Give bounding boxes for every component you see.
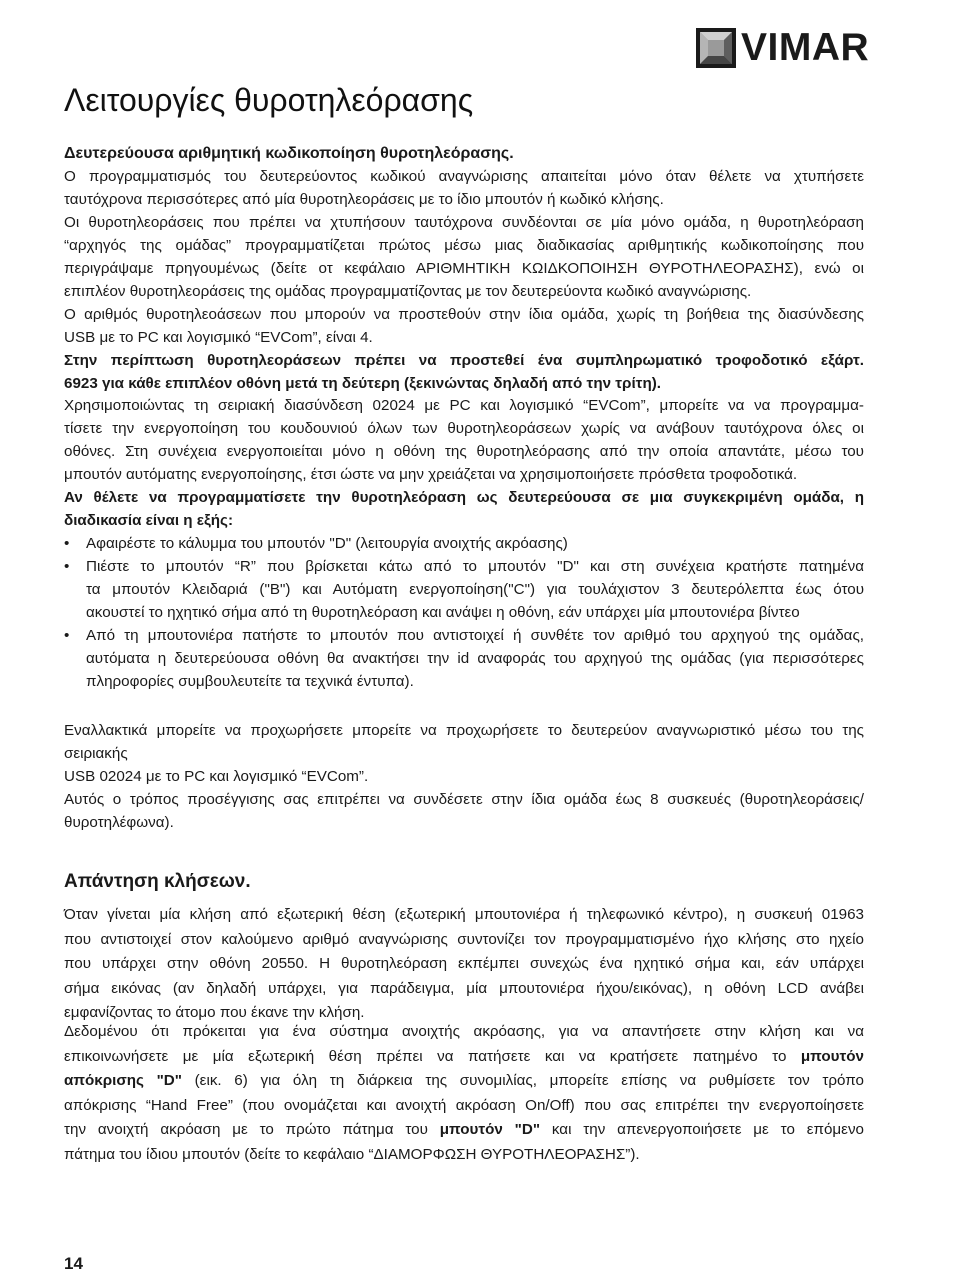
paragraph [64, 395, 864, 487]
list-item [64, 556, 864, 579]
page-title: Λειτουργίες θυροτηλεόρασης [64, 82, 474, 118]
paragraph [64, 304, 864, 350]
text-line: διαδικασία είναι η εξής: [64, 512, 234, 530]
text-line: που υπάρχει στην οθόνη 20550. Η θυροτηλεόραση εκπέμπει συνεχώς ένα ηχητικό σήμα και, εάν υπάρχει [64, 955, 864, 972]
text-line: οθόνες. Στη συνέχεια ενεργοποιείται μόνο η οθόνη της θυροτηλεόρασης από την οποία απαντάτε, μέσω του [64, 443, 864, 461]
text-line: Οι θυροτηλεοράσεις που πρέπει να χτυπήσουν ταυτόχρονα συνδέονται σε μία μόνο ομάδα, η θυροτηλεόραση [64, 213, 864, 231]
text-line: Όταν γίνεται μία κλήση από εξωτερική θέση (εξωτερική μπουτονιέρα ή τηλεφωνικό κέντρο), η συσκευή 01963 [64, 906, 864, 923]
bold-notice [64, 350, 864, 396]
text-line: αυτόματα η δευτερεύουσα οθόνη θα ανακτήσει την id αναφοράς του αρχηγού της ομάδας (για περισσότερες [86, 649, 864, 667]
text-line: Ο αριθμός θυροτηλεοάσεων που μπορούν να προστεθούν στην ίδια ομάδα, χωρίς τη βοήθεια της διασύνδεσης [64, 305, 864, 323]
section-call-answer-2 [64, 1020, 864, 1167]
text-line [64, 1069, 864, 1094]
section-call-answer [64, 903, 864, 1026]
list-item [64, 533, 864, 556]
text-line: εμφανίζοντας το άτομο που έκανε την κλήση. [64, 1004, 365, 1021]
text-line: USB 02024 με το PC και λογισμικό “EVCom”. [64, 768, 369, 785]
text-line: περιγράψαμε πρηγουμένως (δείτε οτ κεφάλαιο ΑΡΙΘΜΗΤΙΚΗ ΚΩΙΔΚΟΠΟΙΗΣΗ ΘΥΡΟΤΗΛΕΟΡΑΣΗΣ), ενώ οι [64, 259, 864, 277]
text-line: “αρχηγός της ομάδας” προγραμματίζεται πρώτος μέσω μιας διαδικασίας αριθμητικής κωδικοποίησης που [64, 236, 864, 254]
section-heading: Απάντηση κλήσεων. [64, 871, 251, 892]
text-line: ταυτόχρονα περισσότερες από μία θυροτηλεοράσεις με το ίδιο μπουτόν ή κωδικό κλήσης. [64, 190, 664, 208]
bold-run: μπουτόν [800, 1047, 864, 1065]
text-line: σήμα εικόνας (αν δηλαδή υπάρχει, για παράδειγμα, μία μπουτονιέρα ήχου/εικόνας), η οθόνη LCD ανάβει [64, 979, 864, 997]
bullet-icon: • [64, 535, 70, 553]
text-line: Εναλλακτικά μπορείτε να προχωρήσετε μπορείτε να προχωρήσετε το δευτερεύον αναγνωριστικό μέσω του της σειριακής [64, 722, 864, 762]
paragraph [64, 212, 864, 304]
text-line: Ο προγραμματισμός του δευτερεύοντος κωδικού αναγνώρισης απαιτείται μόνο όταν θέλετε να χτυπήσετε [64, 167, 864, 185]
paragraph [64, 166, 864, 212]
text-line: θυροτηλέφωνα). [64, 814, 174, 831]
bullet-list [64, 533, 864, 694]
text-line: που αντιστοιχεί στον καλούμενο αριθμό αναγνώρισης συντονίζει τον προγραμματισμένο ήχο κλήσης στο ηχείο [64, 930, 864, 948]
text-line: επιπλέον θυροτηλεοράσεις της ομάδας προγραμματίζοντας με τον δευτερεύοντα κωδικό αναγνώρισης. [64, 282, 752, 300]
text-line: USB με το PC και λογισμικό “EVCom”, είναι 4. [64, 328, 373, 346]
page-number: 14 [64, 1254, 83, 1273]
bold-run: μπουτόν "D" [439, 1121, 541, 1138]
text-line: ακουστεί το ηχητικό σήμα από τη θυροτηλεόραση και ανάψει η οθόνη, εάν υπάρχει μία μπουτονιέρα βίντεο [86, 604, 800, 622]
text-line: απόκρισης “Hand Free” (που ονομάζεται και ανοιχτή ακρόαση On/Off) που σας επιτρέπει την ενεργοποίησετε [64, 1096, 864, 1114]
vimar-logo [696, 26, 870, 69]
text-run: επικοινωνήσετε με μία εξωτερική θέση πρέπει να πατήσετε και να κρατήσετε πατημένο το [64, 1047, 801, 1065]
paragraph [64, 903, 864, 1026]
text-line: τα μπουτόν Κλειδαριά ("B") και Αυτόματη ενεργοποίηση("C") για τουλάχιστον 3 δευτερόλεπτα έως ότου [86, 581, 864, 599]
text-line: Πιέστε το μπουτόν “R” που βρίσκεται κάτω από το μπουτόν "D" και στη συνέχεια κρατήστε πατημένα [86, 558, 864, 576]
text-line: Από τη μπουτονιέρα πατήστε το μπουτόν που αντιστοιχεί ή συνθέτε τον αριθμό του αρχηγού της ομάδας, [86, 627, 864, 645]
text-line: 6923 για κάθε επιπλέον οθόνη μετά τη δεύτερη (ξεκινώντας δηλαδή από την τρίτη). [64, 374, 662, 392]
vimar-logo-text: VIMAR [741, 26, 870, 69]
paragraph [64, 1020, 864, 1167]
text-line: Αν θέλετε να προγραμματίσετε την θυροτηλεόραση ως δευτερεύουσα σε μια συγκεκριμένη ομάδα, η [64, 489, 864, 507]
text-line: Στην περίπτωση θυροτηλεοράσεων πρέπει να προστεθεί ένα συμπληρωματικό τροφοδοτικό εξάρτ. [64, 351, 864, 369]
bold-instruction [64, 487, 864, 533]
text-line: Αυτός ο τρόπος προσέγγισης σας επιτρέπει να συνδέσετε στην ίδια ομάδα έως 8 συσκευές (θυροτηλεοράσεις/ [64, 791, 864, 808]
bold-run: απόκρισης "D" [64, 1072, 182, 1089]
text-line: πληροφορίες συμβουλευτείτε τα τεχνικά έντυπα). [86, 672, 414, 690]
vimar-logo-mark-icon [696, 28, 736, 68]
text-line: πάτημα του ίδιου μπουτόν (δείτε το κεφάλαιο “ΔΙΑΜΟΡΦΩΣΗ ΘΥΡΟΤΗΛΕΟΡΑΣΗΣ”). [64, 1145, 640, 1163]
text-line: Δεδομένου ότι πρόκειται για ένα σύστημα ανοιχτής ακρόασης, για να απαντήσετε στην κλήση και να [64, 1023, 864, 1040]
text-line [64, 1045, 864, 1070]
text-line: μπουτόν αυτόματης ενεργοποίησης, έτσι ώστε να μην χρειάζεται να χρησιμοποιήσετε πρόσθετα τροφοδοτικά. [64, 466, 798, 484]
bullet-icon: • [64, 627, 70, 645]
text-run: (εικ. 6) για όλη τη διάρκεια της συνομιλίας, μπορείτε επίσης να ρυθμίσετε τον τρόπο [181, 1072, 864, 1089]
text-run: και την απενεργοποιήσετε με το επόμενο [540, 1121, 864, 1138]
section-heading: Δευτερεύουσα αριθμητική κωδικοποίηση θυροτηλεόρασης. [64, 145, 514, 162]
text-line: Χρησιμοποιώντας τη σειριακή διασύνδεση 02024 με PC και λογισμικό “EVCom”, μπορείτε να να προγραμμα- [64, 397, 864, 415]
section-call-answer-heading-wrap [64, 869, 864, 895]
text-run: την ανοιχτή ακρόαση με το πρώτο πάτημα του [64, 1121, 440, 1138]
text-line: τίσετε την ενεργοποίηση του κουδουνιού όλων των θυροτηλεοράσεων χωρίς να ανάβουν ταυτόχρονα όλες οι [64, 420, 864, 438]
section-secondary-coding [64, 143, 864, 694]
bullet-icon: • [64, 558, 70, 576]
list-item [64, 625, 864, 648]
text-line: Αφαιρέστε το κάλυμμα του μπουτόν "D" (λειτουργία ανοιχτής ακρόασης) [86, 535, 568, 553]
text-line [64, 1118, 864, 1143]
alternative-paragraph [64, 719, 864, 834]
